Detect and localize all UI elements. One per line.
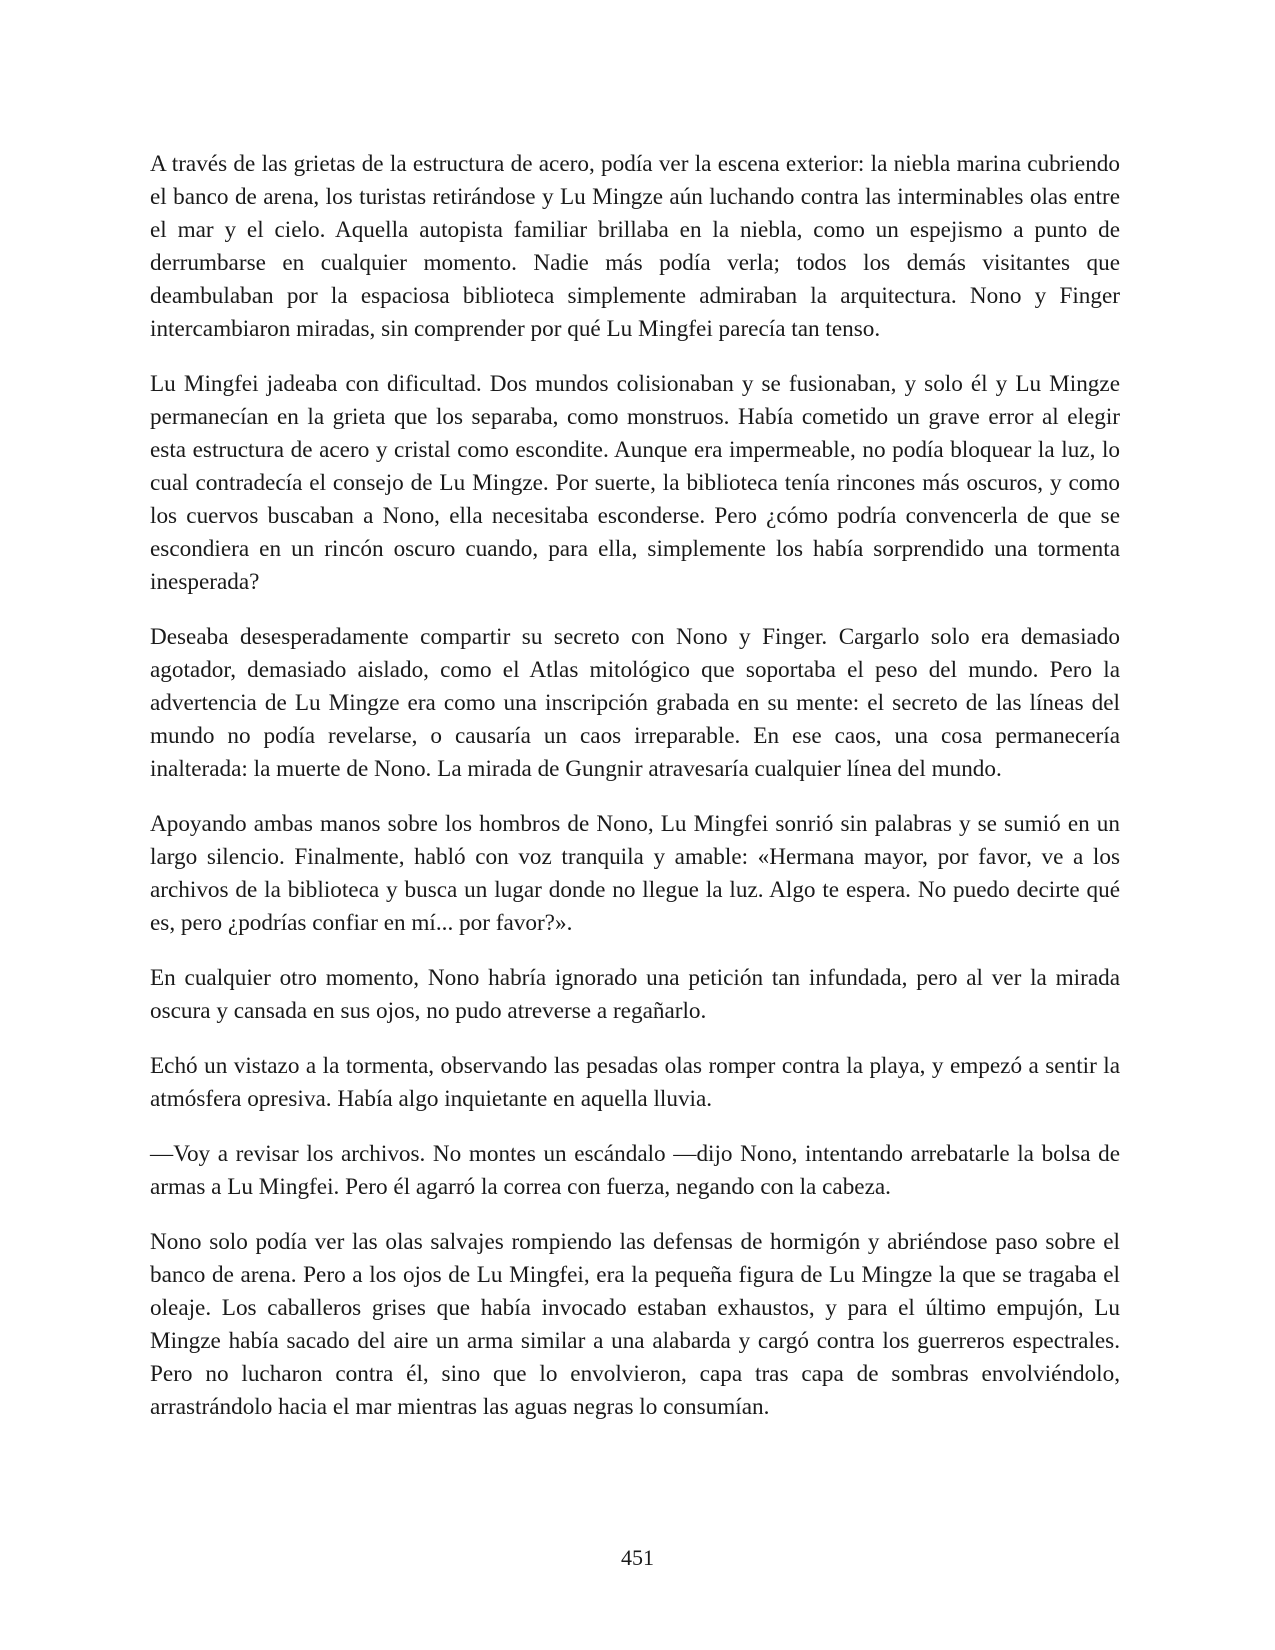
paragraph: —Voy a revisar los archivos. No montes un escándalo —dijo Nono, intentando arrebatarle la bolsa de armas a Lu Mingfei. Pero él agarró la correa con fuerza, negando con la cabeza. (150, 1141, 1120, 1200)
page-number: 451 (621, 1545, 654, 1570)
paragraph: Lu Mingfei jadeaba con dificultad. Dos mundos colisionaban y se fusionaban, y solo él y Lu Mingze permanecían en la grieta que los separaba, como monstruos. Había cometido un grave error al elegir esta estructura de acero y cristal como escondite. Aunque era impermeable, no podía bloquear la luz, lo cual contradecía el consejo de Lu Mingze. Por suerte, la biblioteca tenía rincones más oscuros, y como los cuervos buscaban a Nono, ella necesitaba esconderse. Pero ¿cómo podría convencerla de que se escondiera en un rincón oscuro cuando, para ella, simplemente los había sorprendido una tormenta inesperada? (150, 371, 1120, 595)
paragraph: A través de las grietas de la estructura de acero, podía ver la escena exterior: la niebla marina cubriendo el banco de arena, los turistas retirándose y Lu Mingze aún luchando contra las interminables olas entre el mar y el cielo. Aquella autopista familiar brillaba en la niebla, como un espejismo a punto de derrumbarse en cualquier momento. Nadie más podía verla; todos los demás visitantes que deambulaban por la espaciosa biblioteca simplemente admiraban la arquitectura. Nono y Finger intercambiaron miradas, sin comprender por qué Lu Mingfei parecía tan tenso. (150, 151, 1120, 342)
page-body (150, 148, 1120, 1446)
paragraph: En cualquier otro momento, Nono habría ignorado una petición tan infundada, pero al ver la mirada oscura y cansada en sus ojos, no pudo atreverse a regañarlo. (150, 965, 1120, 1024)
paragraph: Nono solo podía ver las olas salvajes rompiendo las defensas de hormigón y abriéndose paso sobre el banco de arena. Pero a los ojos de Lu Mingfei, era la pequeña figura de Lu Mingze la que se tragaba el oleaje. Los caballeros grises que había invocado estaban exhaustos, y para el último empujón, Lu Mingze había sacado del aire un arma similar a una alabarda y cargó contra los guerreros espectrales. Pero no lucharon contra él, sino que lo envolvieron, capa tras capa de sombras envolviéndolo, arrastrándolo hacia el mar mientras las aguas negras lo consumían. (150, 1229, 1120, 1420)
paragraph: Apoyando ambas manos sobre los hombros de Nono, Lu Mingfei sonrió sin palabras y se sumió en un largo silencio. Finalmente, habló con voz tranquila y amable: «Hermana mayor, por favor, ve a los archivos de la biblioteca y busca un lugar donde no llegue la luz. Algo te espera. No puedo decirte qué es, pero ¿podrías confiar en mí... por favor?». (150, 811, 1120, 936)
paragraph: Echó un vistazo a la tormenta, observando las pesadas olas romper contra la playa, y empezó a sentir la atmósfera opresiva. Había algo inquietante en aquella lluvia. (150, 1053, 1120, 1112)
paragraph: Deseaba desesperadamente compartir su secreto con Nono y Finger. Cargarlo solo era demasiado agotador, demasiado aislado, como el Atlas mitológico que soportaba el peso del mundo. Pero la advertencia de Lu Mingze era como una inscripción grabada en su mente: el secreto de las líneas del mundo no podía revelarse, o causaría un caos irreparable. En ese caos, una cosa permanecería inalterada: la muerte de Nono. La mirada de Gungnir atravesaría cualquier línea del mundo. (150, 624, 1120, 782)
